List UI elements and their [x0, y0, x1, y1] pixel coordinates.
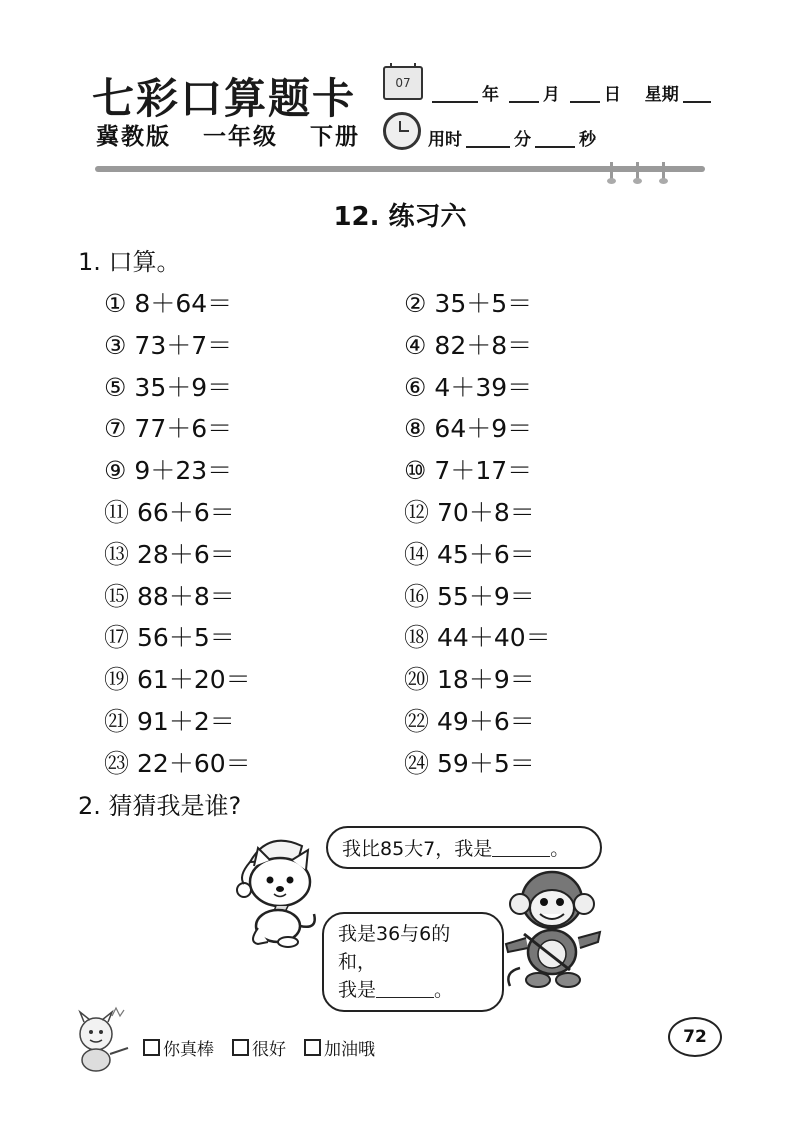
problem-expression: 55＋9＝: [437, 581, 535, 611]
problem-expression: 35＋9＝: [134, 372, 233, 402]
arithmetic-problem: [404, 702, 535, 738]
problem-expression: 77＋6＝: [134, 414, 233, 444]
month-label: 月: [542, 85, 560, 105]
rating-option[interactable]: [232, 1035, 286, 1060]
edition-volume: 下册: [310, 124, 361, 150]
arithmetic-problem: [104, 535, 235, 571]
weekday-blank[interactable]: [683, 85, 711, 103]
bubble-cat-end: 。: [550, 838, 570, 860]
answer-blank[interactable]: [376, 979, 434, 998]
arithmetic-problem: [104, 493, 235, 529]
checkbox[interactable]: [232, 1039, 249, 1056]
brand-title: 七彩口算题卡: [92, 74, 357, 123]
weekday-label: 星期: [644, 85, 679, 105]
page-number: 72: [668, 1017, 722, 1057]
problem-expression: 61＋20＝: [137, 665, 251, 695]
rating-option[interactable]: [143, 1035, 214, 1060]
binder-pin: [636, 162, 639, 180]
edition-grade: 一年级: [203, 124, 279, 150]
section1-title: 1. 口算。: [78, 248, 181, 276]
problem-number: ㉔: [404, 748, 430, 778]
monkey-illustration: [500, 862, 604, 992]
arithmetic-problem: [404, 577, 535, 613]
problem-number: ⑫: [404, 498, 430, 527]
arithmetic-problem: [104, 409, 232, 445]
seconds-label: 秒: [579, 130, 596, 150]
rating-option[interactable]: [304, 1035, 375, 1060]
problem-expression: 44＋40＝: [437, 623, 551, 653]
arithmetic-problem: [104, 368, 232, 404]
problem-expression: 59＋5＝: [437, 748, 535, 778]
problem-number: ③: [104, 330, 127, 360]
minutes-blank[interactable]: [466, 130, 510, 148]
problem-number: ④: [404, 330, 427, 360]
clock-icon: [383, 112, 421, 150]
cat-illustration: [228, 826, 324, 948]
problem-number: ⑭: [404, 539, 430, 569]
mascot-icon: [66, 1004, 136, 1074]
month-blank[interactable]: [509, 85, 539, 103]
arithmetic-problem: [404, 493, 535, 529]
problem-expression: 18＋9＝: [437, 665, 535, 695]
problem-number: ⑮: [104, 581, 130, 611]
arithmetic-problem: [104, 702, 235, 738]
arithmetic-problem: [404, 284, 532, 320]
problem-expression: 7＋17＝: [434, 456, 533, 486]
binder-pin: [662, 162, 665, 180]
bubble-cat-text: 我比85大7，我是: [342, 838, 493, 860]
problem-number: ⑩: [404, 456, 427, 486]
date-line: [428, 80, 715, 105]
problem-number: ⑬: [104, 539, 130, 569]
binder-pin: [610, 162, 613, 180]
problem-expression: 73＋7＝: [134, 330, 233, 360]
edition-info: [96, 118, 382, 151]
arithmetic-problem: [404, 618, 551, 654]
problem-expression: 91＋2＝: [137, 707, 235, 736]
problem-number: ⑧: [404, 414, 427, 444]
time-line: [428, 125, 596, 150]
problem-expression: 56＋5＝: [137, 623, 235, 653]
arithmetic-problem: [104, 451, 232, 487]
problem-expression: 64＋9＝: [434, 414, 533, 444]
rating-label: 你真棒: [163, 1040, 214, 1060]
problem-number: ⑨: [104, 456, 127, 486]
section2-title: 2. 猜猜我是谁?: [78, 792, 242, 820]
problem-number: ㉓: [104, 748, 130, 778]
problem-expression: 45＋6＝: [437, 539, 535, 569]
problem-expression: 35＋5＝: [434, 289, 533, 318]
problem-number: ⑦: [104, 414, 127, 444]
problem-expression: 88＋8＝: [137, 581, 235, 611]
arithmetic-problem: [104, 284, 232, 320]
bubble-monkey-end: 。: [434, 979, 454, 1001]
problem-number: ①: [104, 289, 127, 318]
year-label: 年: [482, 85, 499, 105]
arithmetic-problem: [404, 744, 535, 780]
arithmetic-problem: [104, 744, 251, 780]
problem-number: ②: [404, 289, 427, 318]
problem-number: ㉑: [104, 707, 130, 736]
problem-number: ⑳: [404, 665, 430, 695]
time-used-label: 用时: [428, 130, 462, 150]
problem-expression: 22＋60＝: [137, 748, 251, 778]
problem-number: ⑲: [104, 665, 130, 695]
problem-expression: 49＋6＝: [437, 707, 535, 736]
problem-number: ⑥: [404, 372, 427, 402]
problem-number: ⑪: [104, 498, 130, 527]
arithmetic-problem: [104, 577, 235, 613]
arithmetic-problem: [404, 409, 532, 445]
problem-number: ⑱: [404, 623, 430, 653]
header-divider: [95, 166, 705, 172]
problem-number: ⑤: [104, 372, 127, 402]
bubble-monkey-line1: 我是36与6的和，: [338, 923, 451, 973]
arithmetic-problem: [404, 326, 532, 362]
arithmetic-problem: [104, 326, 232, 362]
problem-number: ⑯: [404, 581, 430, 611]
checkbox[interactable]: [143, 1039, 160, 1056]
lesson-title: 12. 练习六: [333, 202, 467, 232]
problem-expression: 70＋8＝: [437, 498, 535, 527]
problem-number: ㉒: [404, 707, 430, 736]
speech-bubble-monkey: [322, 912, 504, 1012]
arithmetic-problem: [104, 660, 251, 696]
arithmetic-problem: [404, 368, 532, 404]
problem-number: ⑰: [104, 623, 130, 653]
answer-blank[interactable]: [492, 838, 550, 857]
arithmetic-problem: [404, 451, 532, 487]
rating-label: 很好: [252, 1040, 286, 1060]
problem-expression: 8＋64＝: [134, 289, 233, 318]
problem-expression: 28＋6＝: [137, 539, 235, 569]
problem-expression: 4＋39＝: [434, 372, 533, 402]
edition-publisher: 冀教版: [96, 124, 171, 150]
day-blank[interactable]: [570, 85, 600, 103]
rating-label: 加油哦: [324, 1040, 375, 1060]
problem-expression: 66＋6＝: [137, 498, 235, 527]
arithmetic-problem: [104, 618, 235, 654]
problem-expression: 9＋23＝: [134, 456, 233, 486]
calendar-icon: 07: [383, 66, 423, 100]
minutes-label: 分: [514, 130, 531, 150]
checkbox[interactable]: [304, 1039, 321, 1056]
seconds-blank[interactable]: [535, 130, 575, 148]
arithmetic-problem: [404, 535, 535, 571]
day-label: 日: [603, 85, 621, 105]
bubble-monkey-line2: 我是: [338, 979, 377, 1001]
problem-expression: 82＋8＝: [434, 330, 533, 360]
year-blank[interactable]: [432, 85, 478, 103]
arithmetic-problem: [404, 660, 535, 696]
